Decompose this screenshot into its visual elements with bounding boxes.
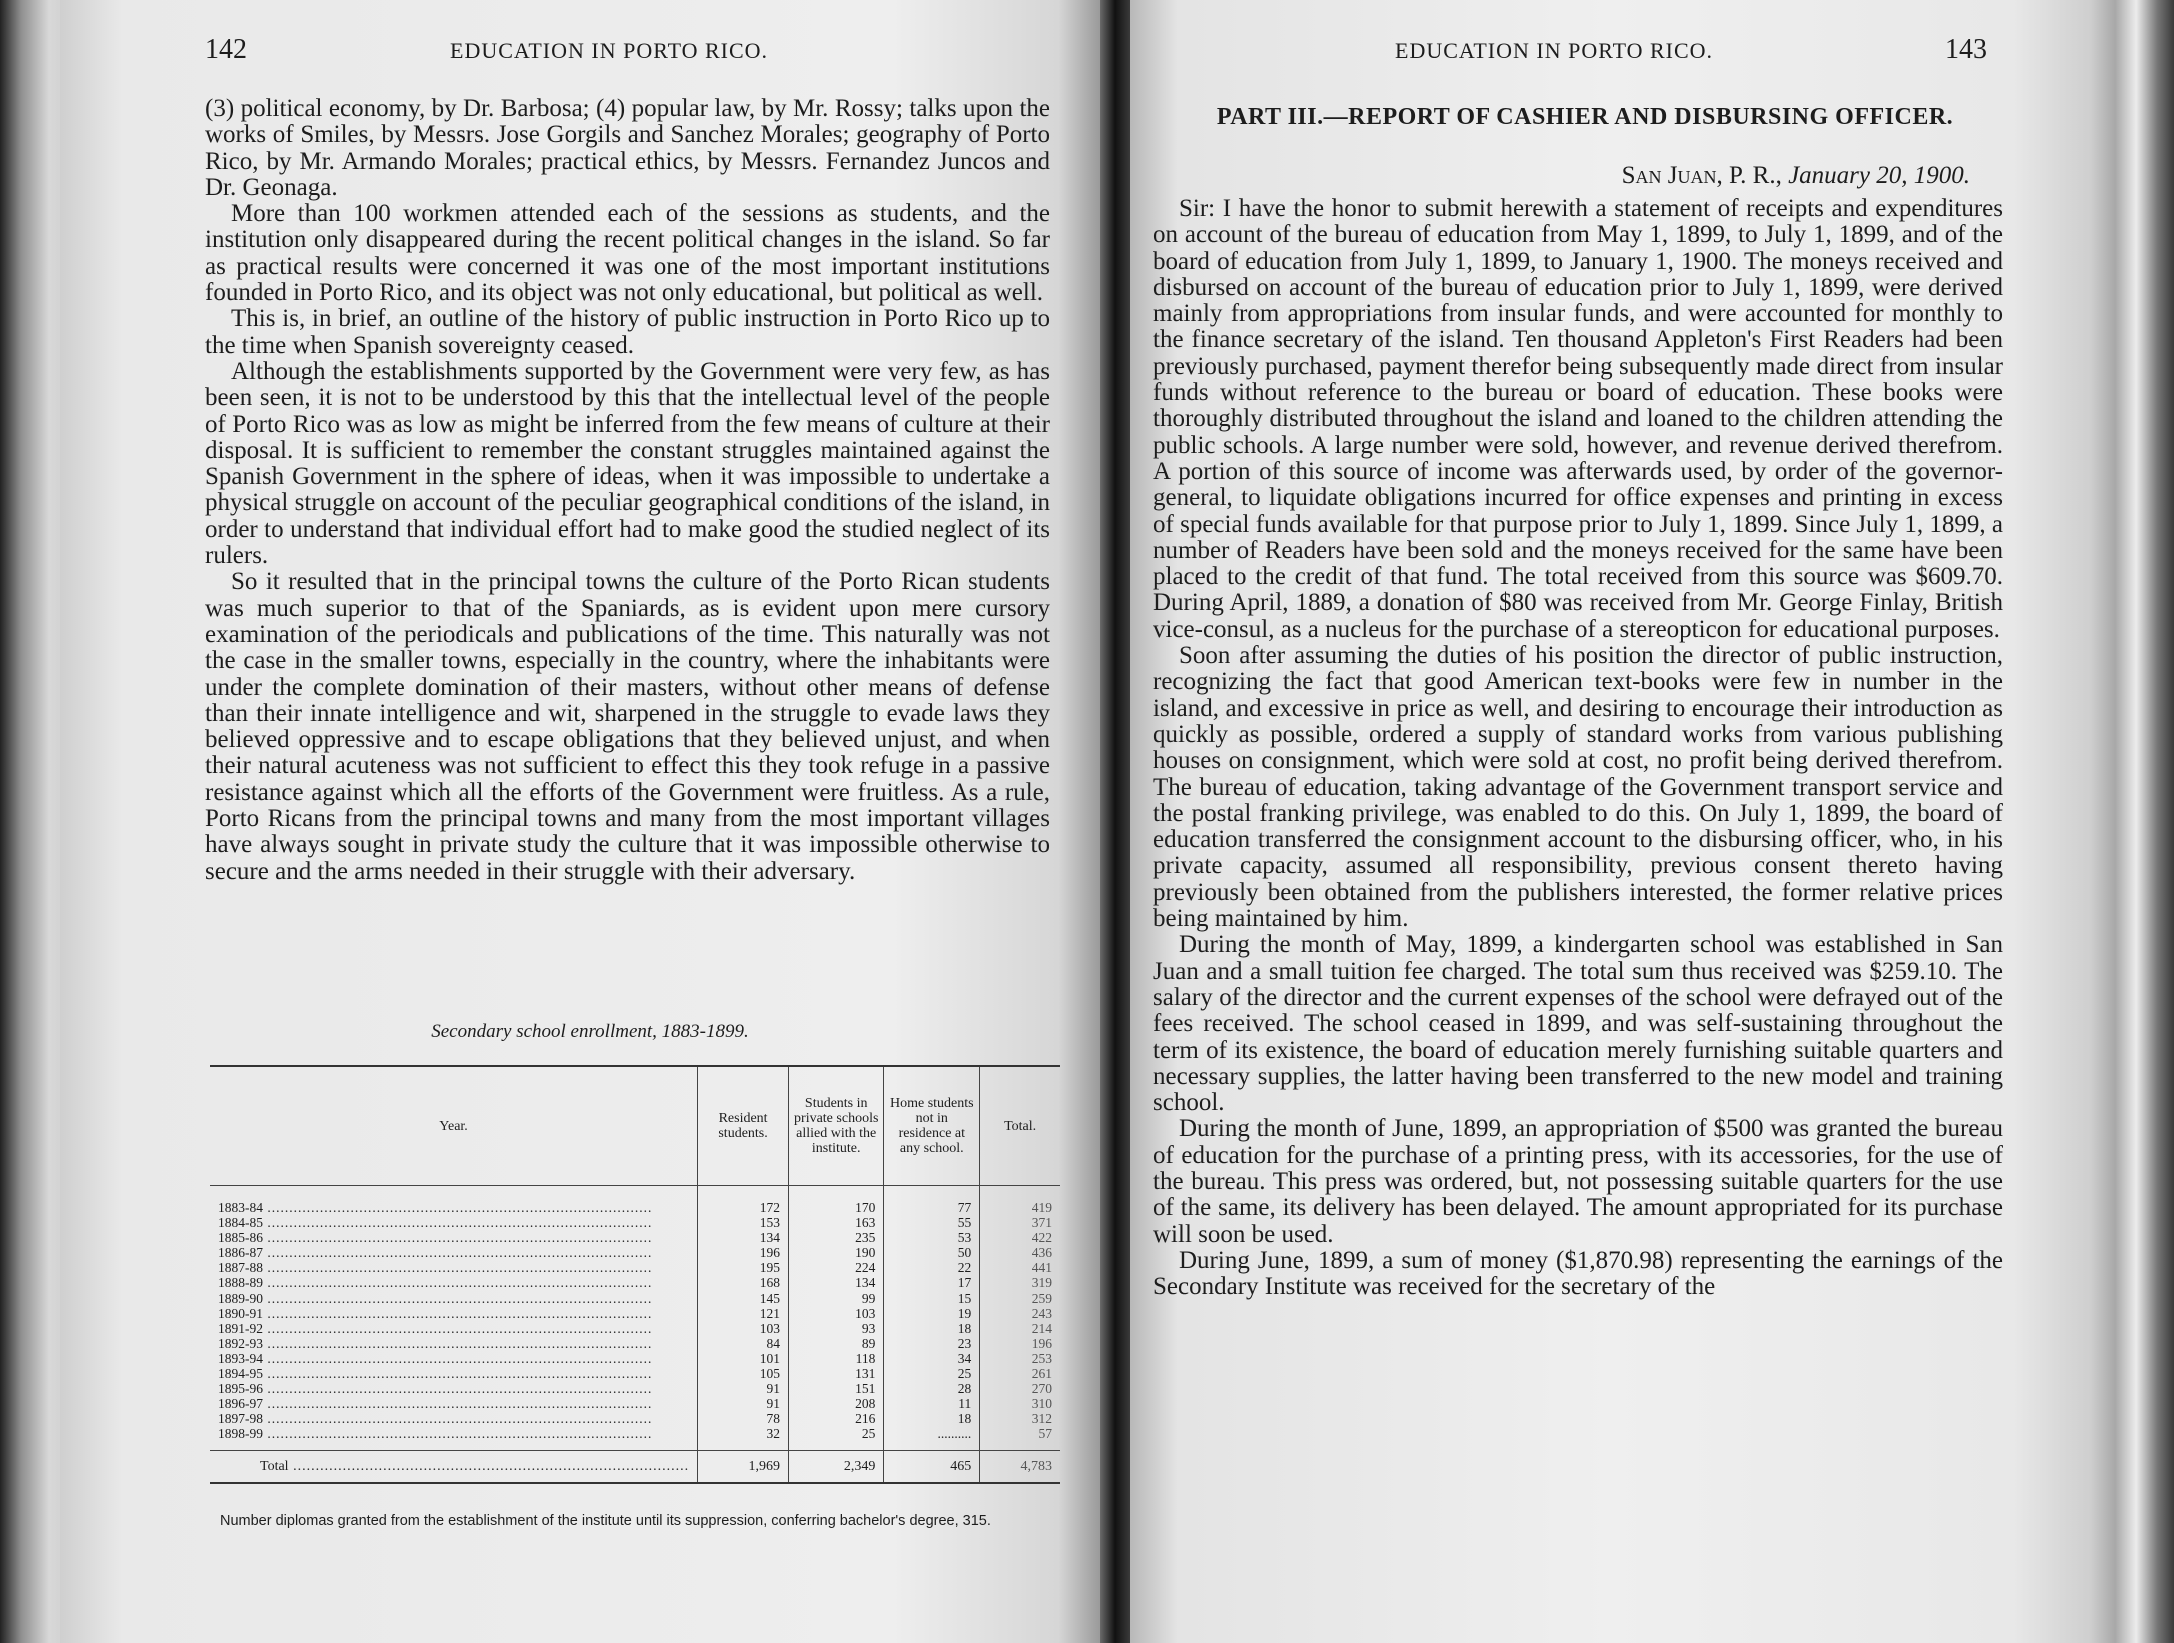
header-private: Students in private schools allied with the institute. (789, 1066, 884, 1186)
right-paragraph: Soon after assuming the duties of his position the director of public instruction, recognizing the fact that good American text-books were few in number in the island, and excessive in price as well, and desiring to encourage their introduction as quickly as possible, ordered a supply of standard works from various publishing houses on consignment, which were sold at cost, no profit being derived therefrom. The bureau of education, taking advantage of the Government transport service and the postal franking privilege, was enabled to do this. On July 1, 1899, the board of education transferred the consignment account to the disbursing officer, who, in his private capacity, assumed all responsibility, previous consent thereto having previously been obtained from the publishers interested, the former relative prices being maintained by him. (1153, 642, 2003, 933)
row-resident: 91 (698, 1381, 789, 1396)
row-home: 18 (884, 1321, 980, 1336)
row-private: 134 (789, 1275, 884, 1290)
row-home: 19 (884, 1306, 980, 1321)
row-total: 441 (980, 1260, 1060, 1275)
row-total: 422 (980, 1230, 1060, 1245)
row-private: 235 (789, 1230, 884, 1245)
header-resident: Resident students. (698, 1066, 789, 1186)
table-row (210, 1245, 1060, 1260)
row-resident: 84 (698, 1336, 789, 1351)
row-year: 1885-86 ..... (210, 1230, 698, 1245)
header-home: Home students not in residence at any school. (884, 1066, 980, 1186)
row-resident: 153 (698, 1215, 789, 1230)
left-paragraph: So it resulted that in the principal towns the culture of the Porto Rican students was much superior to that of the Spaniards, as is evident upon mere cursory examination of the periodicals and publications of the time. This naturally was not the case in the smaller towns, especially in the country, where the inhabitants were under the complete domination of their masters, without other means of defense than their innate intelligence and wit, sharpened in the struggle to evade laws they believed oppressive and to escape obligations that they believed unjust, and when their natural acuteness was not sufficient to effect this they took refuge in a passive resistance against which all the efforts of the Government were fruitless. As a rule, Porto Ricans from the principal towns and many from the most important villages have always sought in private study the culture that it was impossible otherwise to secure and the arms needed in their struggle with their adversary. (205, 568, 1050, 885)
total-home: 465 (884, 1450, 980, 1483)
row-resident: 78 (698, 1411, 789, 1426)
left-body-text (205, 96, 1050, 885)
total-total: 4,783 (980, 1450, 1060, 1483)
row-year: 1889-90 ..... (210, 1291, 698, 1306)
row-home: 17 (884, 1275, 980, 1290)
row-resident: 121 (698, 1306, 789, 1321)
row-year: 1893-94 ..... (210, 1351, 698, 1366)
row-resident: 196 (698, 1245, 789, 1260)
row-year: 1897-98 ..... (210, 1411, 698, 1426)
row-private: 118 (789, 1351, 884, 1366)
row-total: 270 (980, 1381, 1060, 1396)
row-resident: 103 (698, 1321, 789, 1336)
row-total: 196 (980, 1336, 1060, 1351)
row-private: 93 (789, 1321, 884, 1336)
row-private: 151 (789, 1381, 884, 1396)
table-row (210, 1215, 1060, 1230)
row-resident: 172 (698, 1186, 789, 1216)
dateline-date: January 20, 1900. (1788, 162, 1970, 189)
left-paragraph: Although the establishments supported by the Government were very few, as has been seen, it is not to be understood by this that the intellectual level of the people of Porto Rico was as low as might be inferred from the few means of culture at their disposal. It is sufficient to remember the constant struggles maintained against the Spanish Government in the sphere of ideas, when it was impossible to undertake a physical struggle on account of the peculiar geographical conditions of the island, in order to understand that individual effort had to make good the studied neglect of its rulers. (205, 357, 1050, 570)
dateline (1170, 162, 1970, 190)
total-private: 2,349 (789, 1450, 884, 1483)
right-body-text (1153, 196, 2003, 1300)
right-paragraph: During the month of June, 1899, an appropriation of $500 was granted the bureau of education for the purchase of a printing press, with its accessories, for the use of the bureau. This press was ordered, but, not possessing suitable quarters for the use of the same, its delivery has been delayed. The amount appropriated for its purchase will soon be used. (1153, 1115, 2003, 1248)
row-home: 18 (884, 1411, 980, 1426)
enrollment-table (210, 1065, 1060, 1484)
table-caption: Secondary school enrollment, 1883-1899. (431, 1021, 749, 1042)
table-row (210, 1411, 1060, 1426)
row-year: 1892-93 ..... (210, 1336, 698, 1351)
row-total: 312 (980, 1411, 1060, 1426)
row-year: 1894-95 ..... (210, 1366, 698, 1381)
row-home: 50 (884, 1245, 980, 1260)
header-year: Year. (210, 1066, 698, 1186)
row-resident: 32 (698, 1426, 789, 1450)
row-home: 55 (884, 1215, 980, 1230)
header-total: Total. (980, 1066, 1060, 1186)
row-private: 208 (789, 1396, 884, 1411)
row-total: 259 (980, 1291, 1060, 1306)
row-private: 170 (789, 1186, 884, 1216)
row-home: 53 (884, 1230, 980, 1245)
row-resident: 145 (698, 1291, 789, 1306)
row-private: 190 (789, 1245, 884, 1260)
row-year: 1890-91 ..... (210, 1306, 698, 1321)
row-year: 1883-84 ..... (210, 1186, 698, 1216)
row-year: 1888-89 ..... (210, 1275, 698, 1290)
row-home: 11 (884, 1396, 980, 1411)
table-row (210, 1291, 1060, 1306)
table-row (210, 1275, 1060, 1290)
right-paragraph: During June, 1899, a sum of money ($1,870.98) representing the earnings of the Secondary Institute was received for the secretary of the (1153, 1246, 2003, 1301)
table-row (210, 1351, 1060, 1366)
table-total-row (210, 1450, 1060, 1483)
row-total: 310 (980, 1396, 1060, 1411)
row-year: 1898-99 ..... (210, 1426, 698, 1450)
row-home: 25 (884, 1366, 980, 1381)
left-paragraph: More than 100 workmen attended each of the sessions as students, and the institution only disappeared during the recent political changes in the island. So far as practical results were concerned it was one of the most important institutions founded in Porto Rico, and its object was not only educational, but political as well. (205, 200, 1050, 307)
row-private: 99 (789, 1291, 884, 1306)
dateline-city: San Juan, P. R., (1621, 162, 1782, 189)
part-title: PART III.—REPORT OF CASHIER AND DISBURSING OFFICER. (1216, 104, 1954, 130)
table-footnote: Number diplomas granted from the establishment of the institute until its suppression, conferring bachelor's degree, 315. (220, 1513, 991, 1529)
row-total: 371 (980, 1215, 1060, 1230)
row-home: 77 (884, 1186, 980, 1216)
left-paragraph: (3) political economy, by Dr. Barbosa; (4) popular law, by Mr. Rossy; talks upon the works of Smiles, by Messrs. Jose Gorgils and Sanchez Morales; geography of Porto Rico, by Mr. Armando Morales; practical ethics, by Messrs. Fernandez Juncos and Dr. Geonaga. (205, 95, 1050, 201)
table-row (210, 1321, 1060, 1336)
row-year: 1895-96 ..... (210, 1381, 698, 1396)
row-year: 1887-88 ..... (210, 1260, 698, 1275)
table-row (210, 1366, 1060, 1381)
row-resident: 168 (698, 1275, 789, 1290)
row-total: 243 (980, 1306, 1060, 1321)
row-private: 131 (789, 1366, 884, 1381)
row-private: 224 (789, 1260, 884, 1275)
left-running-head: EDUCATION IN PORTO RICO. (450, 38, 769, 63)
book-gutter (1100, 0, 1130, 1643)
table-row (210, 1396, 1060, 1411)
book-binding-right (2090, 0, 2174, 1643)
row-year: 1891-92 ..... (210, 1321, 698, 1336)
row-year: 1896-97 ..... (210, 1396, 698, 1411)
row-total: 214 (980, 1321, 1060, 1336)
total-label: Total ..... (210, 1450, 698, 1483)
row-private: 216 (789, 1411, 884, 1426)
table-body (210, 1186, 1060, 1451)
left-paragraph: This is, in brief, an outline of the history of public instruction in Porto Rico up to the time when Spanish sovereignty ceased. (205, 305, 1050, 359)
row-resident: 134 (698, 1230, 789, 1245)
row-private: 89 (789, 1336, 884, 1351)
row-home: 15 (884, 1291, 980, 1306)
table-row (210, 1381, 1060, 1396)
row-year: 1886-87 ..... (210, 1245, 698, 1260)
right-paragraph: During the month of May, 1899, a kindergarten school was established in San Juan and a small tuition fee charged. The total sum thus received was $259.10. The salary of the director and the current expenses of the school were defrayed out of the fees received. The school ceased in 1899, and was self-sustaining throughout the term of its existence, the board of education merely furnishing suitable quarters and necessary supplies, the latter having been transferred to the new model and training school. (1153, 931, 2003, 1117)
left-page-number: 142 (205, 34, 247, 65)
row-home: 22 (884, 1260, 980, 1275)
table-row (210, 1306, 1060, 1321)
row-resident: 105 (698, 1366, 789, 1381)
row-home: 34 (884, 1351, 980, 1366)
right-paragraph: Sir: I have the honor to submit herewith a statement of receipts and expenditures on account of the bureau of education from May 1, 1899, to July 1, 1899, and of the board of education from July 1, 1899, to January 1, 1900. The moneys received and disbursed on account of the bureau of education prior to July 1, 1899, were derived mainly from appropriations from insular funds, and were accounted for monthly to the finance secretary of the island. Ten thousand Appleton's First Readers had been previously purchased, payment therefor being subsequently made direct from insular funds without reference to the bureau or board of education. These books were thoroughly distributed throughout the island and loaned to the children attending the public schools. A large number were sold, however, and revenue derived therefrom. A portion of this source of income was afterwards used, by order of the governor-general, to liquidate obligations incurred for office expenses and printing in excess of special funds available for that purpose prior to July 1, 1899. Since July 1, 1899, a number of Readers have been sold and the moneys received for the same have been placed to the credit of that fund. The total received from this source was $609.70. During April, 1889, a donation of $80 was received from Mr. George Finlay, British vice-consul, as a nucleus for the purchase of a stereopticon for educational purposes. (1153, 195, 2003, 643)
table-row (210, 1186, 1060, 1216)
table-row (210, 1260, 1060, 1275)
row-total: 319 (980, 1275, 1060, 1290)
row-private: 103 (789, 1306, 884, 1321)
row-total: 261 (980, 1366, 1060, 1381)
table-header-row (210, 1066, 1060, 1186)
row-private: 25 (789, 1426, 884, 1450)
row-resident: 91 (698, 1396, 789, 1411)
total-resident: 1,969 (698, 1450, 789, 1483)
table-row (210, 1336, 1060, 1351)
row-total: 57 (980, 1426, 1060, 1450)
right-page-number: 143 (1945, 34, 1987, 65)
row-home: .......... (884, 1426, 980, 1450)
row-resident: 101 (698, 1351, 789, 1366)
row-total: 419 (980, 1186, 1060, 1216)
row-resident: 195 (698, 1260, 789, 1275)
row-private: 163 (789, 1215, 884, 1230)
row-total: 253 (980, 1351, 1060, 1366)
row-year: 1884-85 ..... (210, 1215, 698, 1230)
row-total: 436 (980, 1245, 1060, 1260)
row-home: 28 (884, 1381, 980, 1396)
right-running-head: EDUCATION IN PORTO RICO. (1395, 38, 1714, 63)
table-row (210, 1230, 1060, 1245)
table-row (210, 1426, 1060, 1450)
row-home: 23 (884, 1336, 980, 1351)
